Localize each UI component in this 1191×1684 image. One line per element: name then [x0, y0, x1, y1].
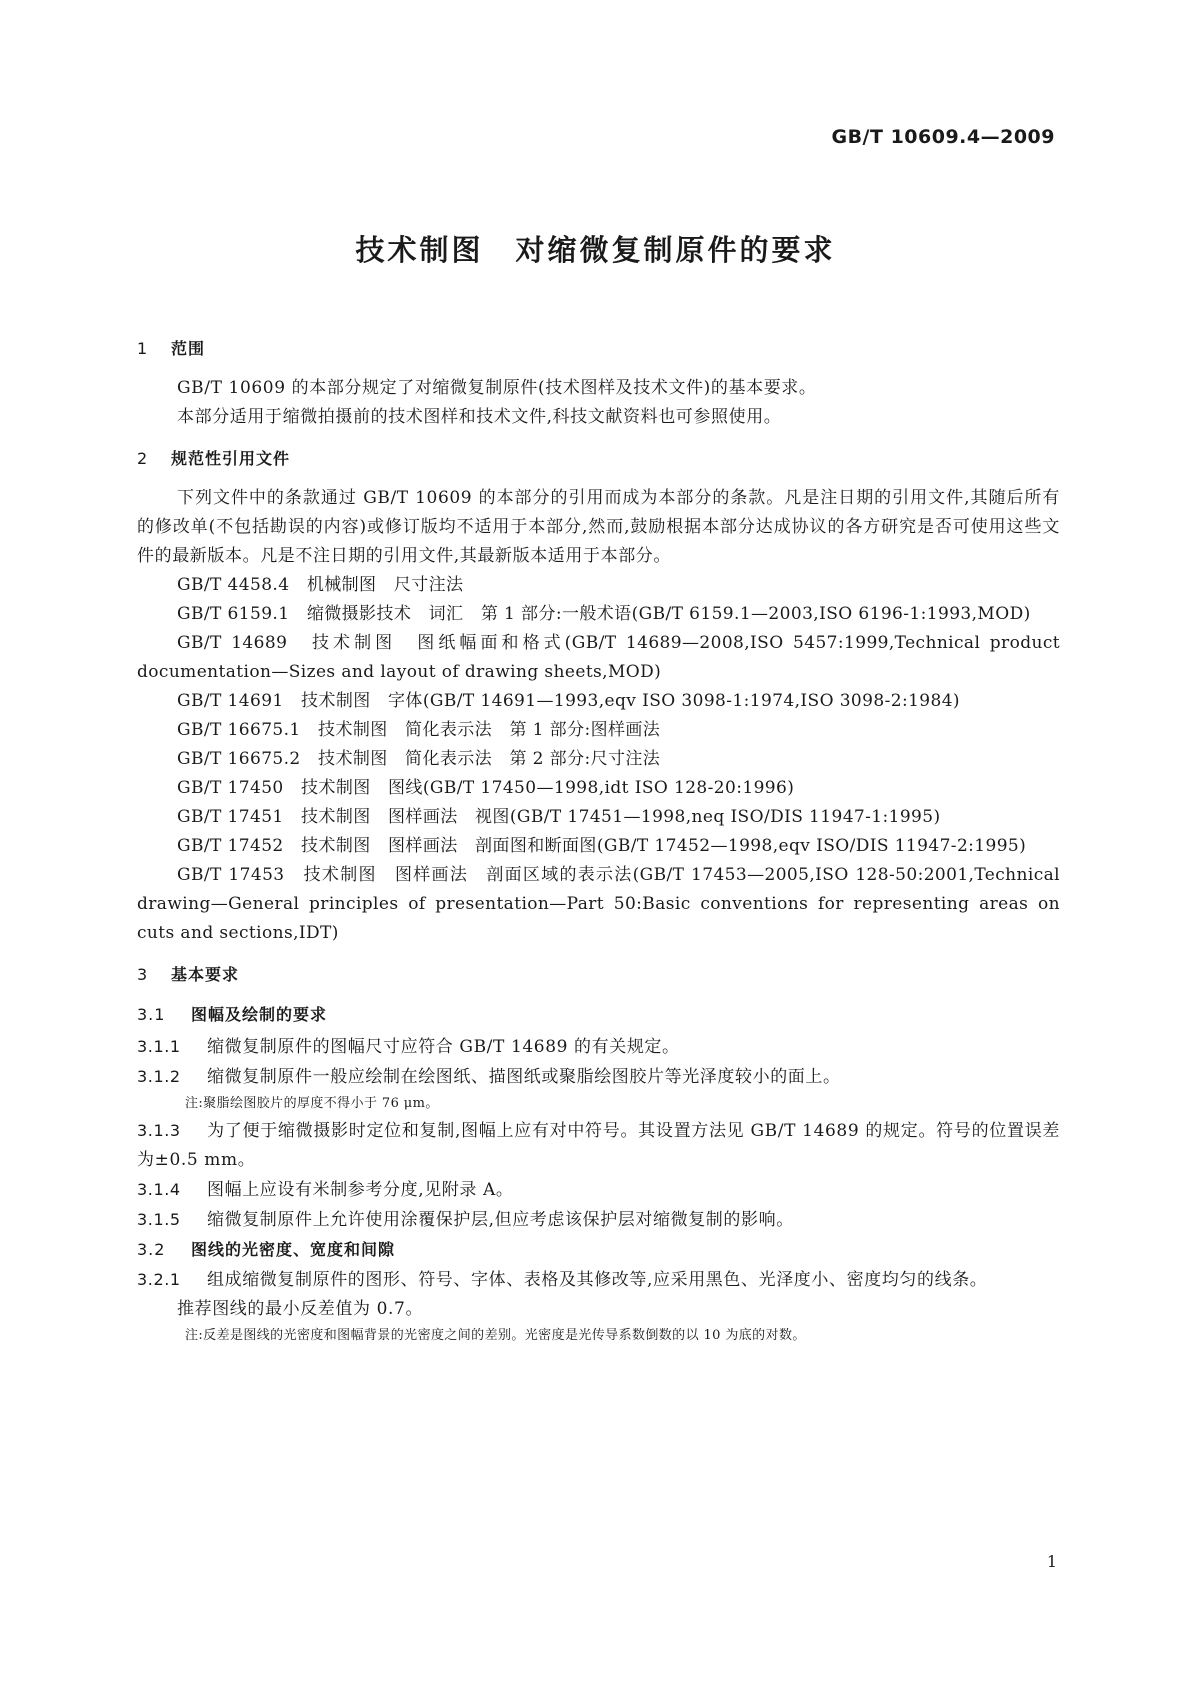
subsection-title: 图线的光密度、宽度和间隙 [191, 1240, 396, 1259]
reference-item: GB/T 17453 技术制图 图样画法 剖面区域的表示法(GB/T 17453—2005,ISO 128-50:2001,Technical drawing—General principles of presentation—Part 50:Basic conventions for representing areas on cuts and sections,IDT) [137, 865, 1060, 943]
reference-item: GB/T 16675.1 技术制图 简化表示法 第 1 部分:图样画法 [177, 720, 661, 740]
clause-text: 缩微复制原件一般应绘制在绘图纸、描图纸或聚脂绘图胶片等光泽度较小的面上。 [207, 1067, 841, 1087]
reference-item: GB/T 17452 技术制图 图样画法 剖面图和断面图(GB/T 17452—1998,eqv ISO/DIS 11947-2:1995) [177, 836, 1027, 856]
clause-3-1-3 [137, 1116, 1060, 1175]
clause-number: 3.1.1 [137, 1037, 181, 1056]
reference-item: GB/T 14689 技术制图 图纸幅面和格式(GB/T 14689—2008,ISO 5457:1999,Technical product documentation—Sizes and layout of drawing sheets,MOD) [137, 633, 1060, 682]
subsection-title: 图幅及绘制的要求 [191, 1005, 328, 1024]
section-2-heading [137, 446, 1060, 476]
subsection-number: 3.1 [137, 1005, 166, 1024]
clause-text: 缩微复制原件上允许使用涂覆保护层,但应考虑该保护层对缩微复制的影响。 [207, 1210, 794, 1230]
paragraph: 本部分适用于缩微拍摄前的技术图样和技术文件,科技文献资料也可参照使用。 [177, 407, 782, 427]
section-3-heading [137, 962, 1060, 992]
paragraph: GB/T 10609 的本部分规定了对缩微复制原件(技术图样及技术文件)的基本要求。 [177, 378, 817, 398]
note: 注:聚脂绘图胶片的厚度不得小于 76 μm。 [185, 1096, 439, 1111]
clause-3-1-1 [137, 1032, 1060, 1062]
clause-text: 为了便于缩微摄影时定位和复制,图幅上应有对中符号。其设置方法见 GB/T 14689 的规定。符号的位置误差为±0.5 mm。 [137, 1121, 1060, 1170]
reference-item: GB/T 6159.1 缩微摄影技术 词汇 第 1 部分:一般术语(GB/T 6159.1—2003,ISO 6196-1:1993,MOD) [177, 604, 1031, 624]
note: 注:反差是图线的光密度和图幅背景的光密度之间的差别。光密度是光传导系数倒数的以 10 为底的对数。 [185, 1328, 806, 1343]
clause-number: 3.1.3 [137, 1121, 181, 1140]
clause-3-1-4 [137, 1175, 1060, 1205]
clause-number: 3.1.4 [137, 1180, 181, 1199]
document-title: 技术制图 对缩微复制原件的要求 [355, 233, 836, 267]
standard-number: GB/T 10609.4—2009 [831, 126, 1055, 148]
clause-number: 3.2.1 [137, 1270, 181, 1289]
clause-3-1-2 [137, 1062, 1060, 1092]
section-1-heading [137, 336, 1060, 366]
section-number: 1 [137, 339, 149, 358]
paragraph: 下列文件中的条款通过 GB/T 10609 的本部分的引用而成为本部分的条款。凡是注日期的引用文件,其随后所有的修改单(不包括勘误的内容)或修订版均不适用于本部分,然而,鼓励根据本部分达成协议的各方研究是否可使用这些文件的最新版本。凡是不注日期的引用文件,其最新版本适用于本部分。 [137, 488, 1060, 566]
clause-text: 组成缩微复制原件的图形、符号、字体、表格及其修改等,应采用黑色、光泽度小、密度均匀的线条。 [207, 1270, 988, 1290]
clause-number: 3.1.2 [137, 1067, 181, 1086]
clause-text: 图幅上应设有米制参考分度,见附录 A。 [207, 1180, 514, 1200]
reference-item: GB/T 17451 技术制图 图样画法 视图(GB/T 17451—1998,neq ISO/DIS 11947-1:1995) [177, 807, 941, 827]
reference-item: GB/T 17450 技术制图 图线(GB/T 17450—1998,idt ISO 128-20:1996) [177, 778, 795, 798]
reference-item: GB/T 14691 技术制图 字体(GB/T 14691—1993,eqv ISO 3098-1:1974,ISO 3098-2:1984) [177, 691, 960, 711]
section-title: 基本要求 [171, 965, 240, 984]
section-number: 2 [137, 449, 149, 468]
clause-3-2-1 [137, 1265, 1060, 1295]
clause-3-1-5 [137, 1205, 1060, 1235]
section-title: 规范性引用文件 [171, 449, 291, 468]
subsection-3-2-heading [137, 1235, 1060, 1265]
reference-item: GB/T 4458.4 机械制图 尺寸注法 [177, 575, 464, 595]
reference-item: GB/T 16675.2 技术制图 简化表示法 第 2 部分:尺寸注法 [177, 749, 661, 769]
clause-text: 缩微复制原件的图幅尺寸应符合 GB/T 14689 的有关规定。 [207, 1037, 680, 1057]
subsection-3-1-heading [137, 1002, 1060, 1032]
document-body [137, 336, 1060, 1348]
subsection-number: 3.2 [137, 1240, 166, 1259]
page-number: 1 [1046, 1552, 1057, 1571]
clause-number: 3.1.5 [137, 1210, 181, 1229]
section-title: 范围 [171, 339, 206, 358]
section-number: 3 [137, 965, 149, 984]
paragraph: 推荐图线的最小反差值为 0.7。 [177, 1299, 424, 1319]
